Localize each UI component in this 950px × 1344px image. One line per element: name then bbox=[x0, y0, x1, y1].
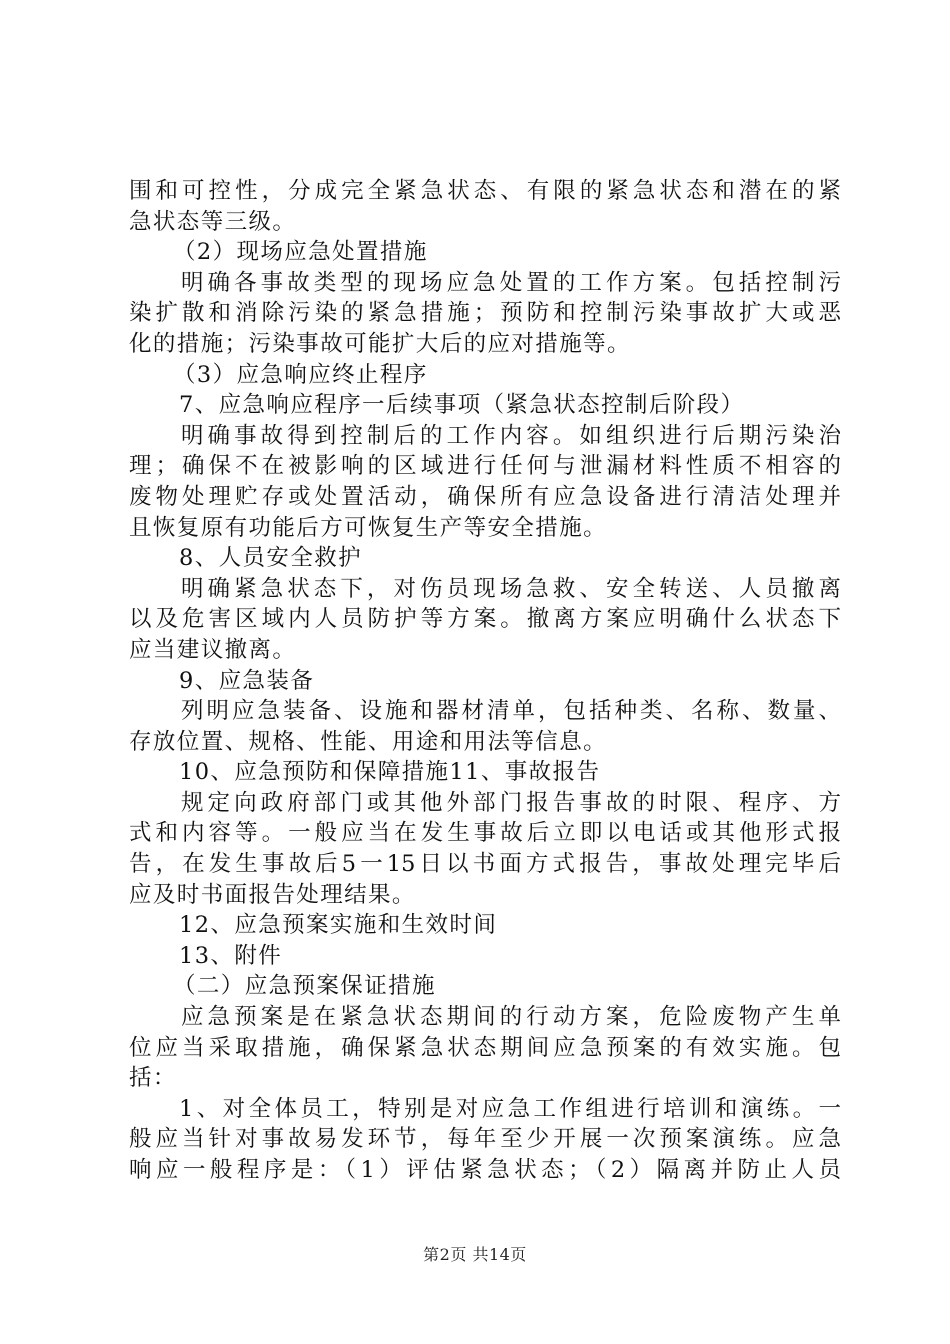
section-heading: 8、人员安全救护 bbox=[179, 545, 363, 572]
body-line: 理；确保不在被影响的区域进行任何与泄漏材料性质不相容的 bbox=[129, 453, 841, 480]
body-line: 括： bbox=[129, 1065, 177, 1092]
body-line: 染扩散和消除污染的紧急措施；预防和控制污染事故扩大或恶 bbox=[129, 300, 841, 327]
body-line: 式和内容等。一般应当在发生事故后立即以电话或其他形式报 bbox=[129, 820, 841, 847]
section-heading: 12、应急预案实施和生效时间 bbox=[179, 912, 498, 939]
body-line: 应当建议撤离。 bbox=[129, 636, 297, 663]
section-heading: 9、应急装备 bbox=[179, 667, 315, 694]
body-line: 且恢复原有功能后方可恢复生产等安全措施。 bbox=[129, 514, 608, 541]
body-line: 以及危害区域内人员防护等方案。撤离方案应明确什么状态下 bbox=[129, 606, 841, 633]
section-heading: （3）应急响应终止程序 bbox=[173, 361, 428, 388]
body-line: 围和可控性，分成完全紧急状态、有限的紧急状态和潜在的紧 bbox=[129, 178, 841, 204]
body-line: 急状态等三级。 bbox=[129, 208, 297, 235]
body-line: 告，在发生事故后5一15日以书面方式报告，事故处理完毕后 bbox=[129, 851, 841, 878]
section-heading: （2）现场应急处置措施 bbox=[173, 239, 428, 266]
body-line: 应急预案是在紧急状态期间的行动方案，危险废物产生单 bbox=[181, 1004, 841, 1031]
document-body bbox=[129, 176, 841, 1186]
section-heading: （二）应急预案保证措施 bbox=[173, 973, 436, 1000]
body-line: 明确事故得到控制后的工作内容。如组织进行后期污染治 bbox=[181, 422, 841, 449]
body-line: 般应当针对事故易发环节，每年至少开展一次预案演练。应急 bbox=[129, 1126, 841, 1153]
body-line: 明确各事故类型的现场应急处置的工作方案。包括控制污 bbox=[181, 269, 841, 296]
body-line: 列明应急装备、设施和器材清单，包括种类、名称、数量、 bbox=[181, 698, 841, 725]
section-heading: 13、附件 bbox=[179, 942, 283, 969]
body-line: 废物处理贮存或处置活动，确保所有应急设备进行清洁处理并 bbox=[129, 483, 841, 510]
body-line: 位应当采取措施，确保紧急状态期间应急预案的有效实施。包 bbox=[129, 1034, 841, 1061]
section-heading: 7、应急响应程序一后续事项（紧急状态控制后阶段） bbox=[179, 392, 745, 419]
body-line: 1、对全体员工，特别是对应急工作组进行培训和演练。一 bbox=[179, 1095, 841, 1122]
section-heading: 10、应急预防和保障措施11、事故报告 bbox=[179, 759, 601, 786]
body-line: 明确紧急状态下，对伤员现场急救、安全转送、人员撤离 bbox=[181, 575, 841, 602]
body-line: 响应一般程序是：（1）评估紧急状态；（2）隔离并防止人员 bbox=[129, 1157, 841, 1183]
body-line: 化的措施；污染事故可能扩大后的应对措施等。 bbox=[129, 330, 631, 357]
body-line: 存放位置、规格、性能、用途和用法等信息。 bbox=[129, 728, 608, 755]
page-number-footer: 第2页 共14页 bbox=[423, 1245, 527, 1264]
body-line: 应及时书面报告处理结果。 bbox=[129, 881, 416, 908]
body-line: 规定向政府部门或其他外部门报告事故的时限、程序、方 bbox=[181, 789, 841, 816]
